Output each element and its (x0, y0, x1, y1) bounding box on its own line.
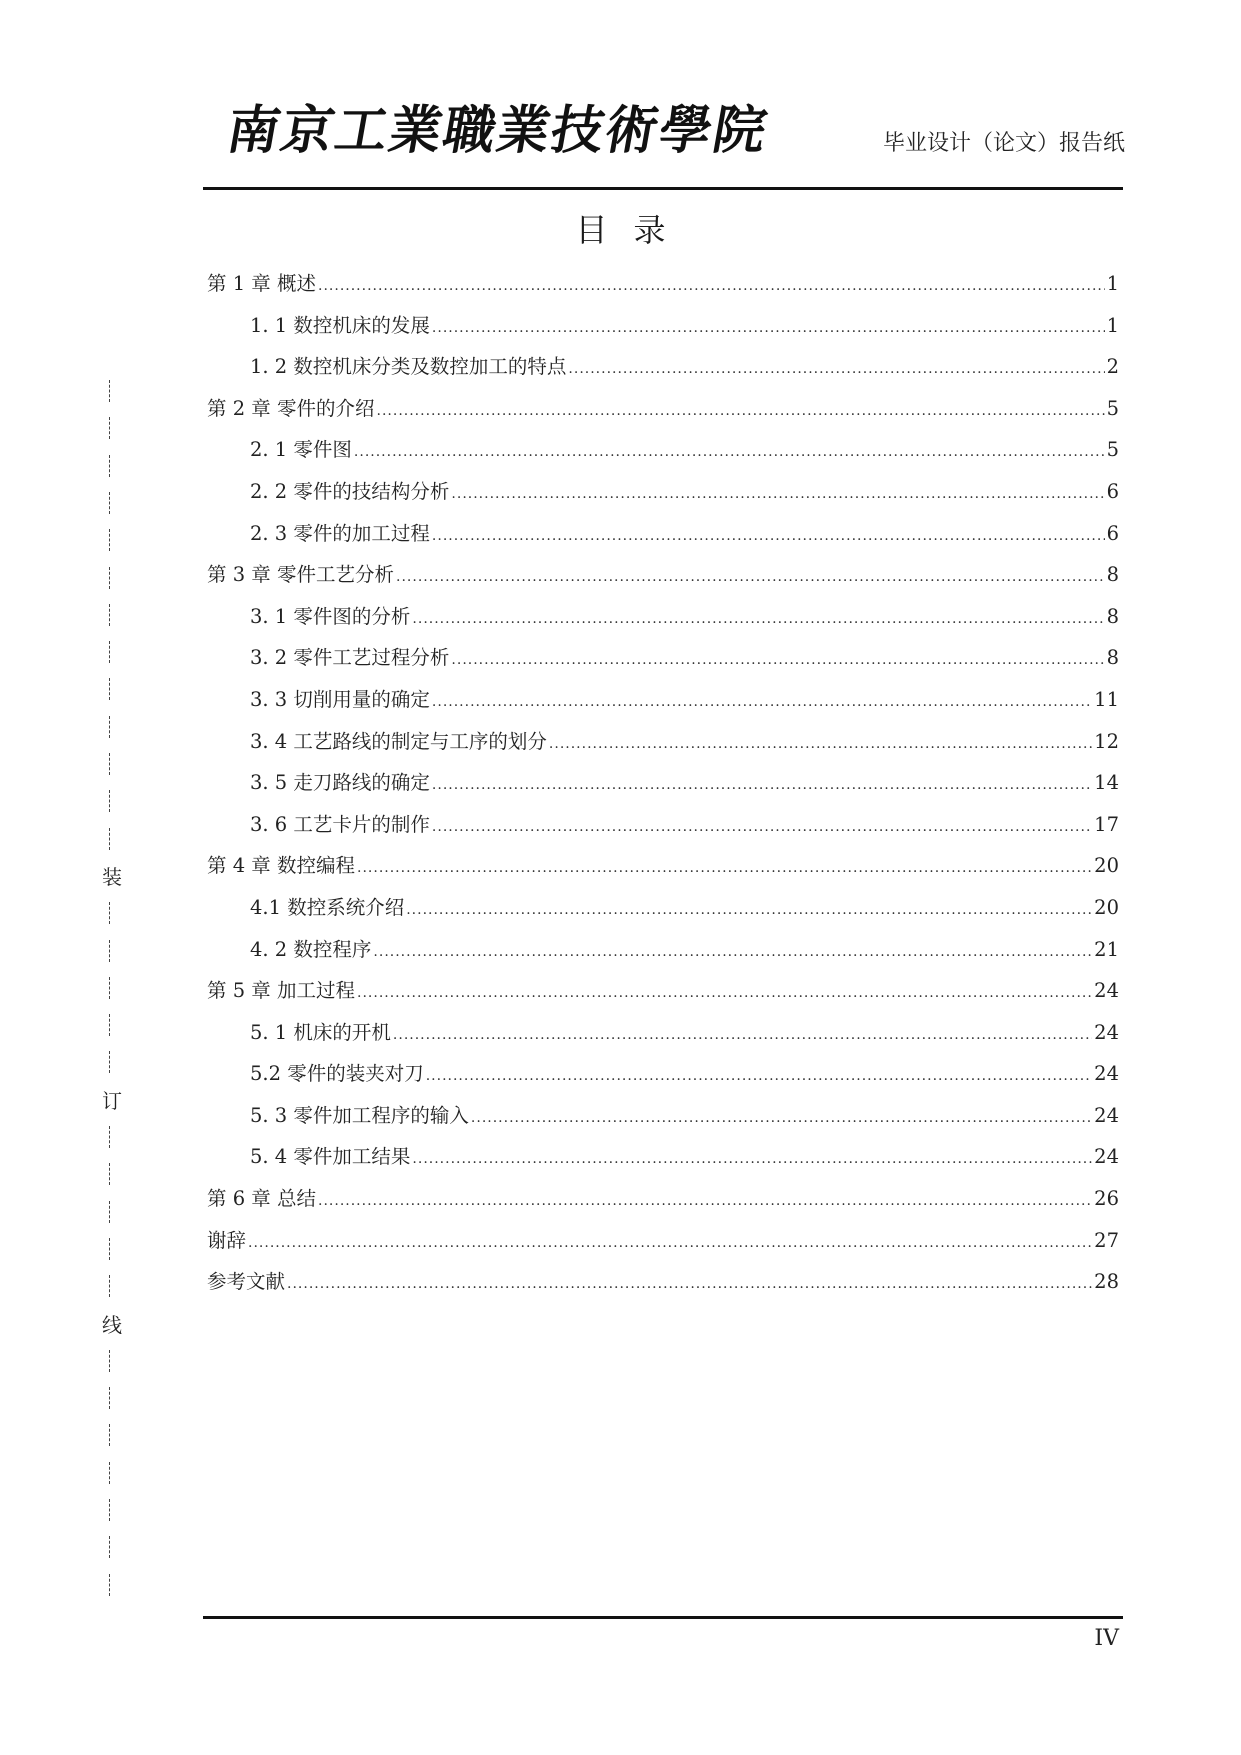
toc-leader-dots (432, 320, 1105, 336)
toc-entry-label: 谢辞 (207, 1228, 247, 1252)
toc-leader-dots (357, 860, 1092, 876)
toc-leader-dots (318, 278, 1105, 294)
toc-entry[interactable] (207, 310, 1119, 352)
toc-entry-page: 27 (1094, 1228, 1119, 1252)
toc-entry[interactable] (207, 1183, 1119, 1225)
toc-entry-page: 20 (1094, 895, 1119, 919)
toc-entry[interactable] (207, 1141, 1119, 1183)
toc-entry-page: 28 (1094, 1270, 1119, 1294)
toc-entry-page: 17 (1094, 812, 1119, 836)
toc-entry-label: 2. 3 零件的加工过程 (250, 521, 430, 545)
toc-entry-label: 3. 4 工艺路线的制定与工序的划分 (250, 729, 547, 753)
toc-entry-label: 4. 2 数控程序 (250, 937, 372, 961)
toc-entry[interactable] (207, 975, 1119, 1017)
toc-entry[interactable] (207, 434, 1119, 476)
toc-entry[interactable] (207, 850, 1119, 892)
binding-dash (109, 1238, 110, 1260)
table-of-contents (207, 268, 1119, 1308)
header-rule (203, 187, 1123, 190)
toc-leader-dots (393, 1027, 1092, 1043)
toc-entry-page: 20 (1094, 854, 1119, 878)
toc-entry-label: 参考文献 (207, 1270, 286, 1294)
binding-mark: 装 (102, 864, 122, 889)
toc-leader-dots (451, 652, 1104, 668)
toc-entry-page: 2 (1106, 355, 1119, 379)
toc-leader-dots (432, 694, 1092, 710)
binding-dash (109, 1462, 110, 1484)
toc-entry-page: 6 (1106, 479, 1119, 503)
binding-dash (109, 1163, 110, 1185)
toc-entry-page: 5 (1106, 396, 1119, 420)
binding-dash (109, 641, 110, 663)
binding-dash (109, 678, 110, 700)
toc-entry-label: 3. 3 切削用量的确定 (250, 687, 430, 711)
toc-leader-dots (432, 528, 1105, 544)
toc-entry[interactable] (207, 1225, 1119, 1267)
binding-dash (109, 1014, 110, 1036)
footer-rule (203, 1616, 1123, 1619)
binding-dash (109, 716, 110, 738)
toc-entry[interactable] (207, 559, 1119, 601)
binding-dash (109, 1051, 110, 1073)
toc-entry-page: 21 (1094, 937, 1119, 961)
binding-dash (109, 492, 110, 514)
toc-leader-dots (354, 444, 1105, 460)
binding-dash (109, 455, 110, 477)
toc-leader-dots (426, 1068, 1092, 1084)
toc-entry-page: 24 (1094, 1145, 1119, 1169)
toc-leader-dots (549, 736, 1092, 752)
report-paper-subtitle: 毕业设计（论文）报告纸 (882, 131, 1125, 156)
toc-entry-page: 5 (1106, 438, 1119, 462)
toc-entry-label: 3. 6 工艺卡片的制作 (250, 812, 430, 836)
toc-entry-label: 2. 1 零件图 (250, 438, 352, 462)
binding-dash (109, 902, 110, 924)
toc-entry-page: 1 (1106, 313, 1119, 337)
binding-dash (109, 1574, 110, 1596)
toc-leader-dots (248, 1235, 1092, 1251)
toc-title: 目录 (575, 211, 692, 249)
toc-entry-label: 1. 1 数控机床的发展 (250, 313, 430, 337)
toc-leader-dots (406, 902, 1092, 918)
binding-mark: 线 (102, 1312, 122, 1337)
toc-entry[interactable] (207, 1266, 1119, 1308)
toc-entry[interactable] (207, 767, 1119, 809)
toc-entry-page: 8 (1106, 563, 1119, 587)
toc-entry-page: 24 (1094, 979, 1119, 1003)
toc-leader-dots (432, 777, 1092, 793)
binding-dash (109, 1424, 110, 1446)
toc-leader-dots (412, 1151, 1092, 1167)
toc-entry-page: 26 (1094, 1187, 1119, 1211)
toc-entry[interactable] (207, 518, 1119, 560)
toc-entry-label: 第 5 章 加工过程 (207, 979, 356, 1003)
toc-entry-label: 第 1 章 概述 (207, 272, 317, 295)
toc-leader-dots (451, 486, 1104, 502)
binding-dash (109, 940, 110, 962)
binding-dash (109, 380, 110, 402)
binding-dash (109, 977, 110, 999)
toc-entry[interactable] (207, 393, 1119, 435)
toc-entry-label: 第 4 章 数控编程 (207, 854, 356, 878)
toc-entry-label: 4.1 数控系统介绍 (250, 895, 405, 919)
toc-entry-label: 5. 4 零件加工结果 (250, 1145, 411, 1169)
binding-dash (109, 1536, 110, 1558)
toc-entry-label: 5. 1 机床的开机 (250, 1020, 391, 1044)
toc-entry[interactable] (207, 892, 1119, 934)
toc-leader-dots (287, 1276, 1092, 1292)
toc-entry[interactable] (207, 1017, 1119, 1059)
binding-dash (109, 1387, 110, 1409)
binding-dash (109, 1350, 110, 1372)
toc-entry-page: 8 (1106, 646, 1119, 670)
toc-entry-label: 3. 2 零件工艺过程分析 (250, 646, 450, 670)
binding-dash (109, 1126, 110, 1148)
toc-entry-label: 3. 1 零件图的分析 (250, 604, 411, 628)
school-logo-text: 南京工業職業技術學院 (222, 100, 774, 161)
toc-entry-page: 24 (1094, 1103, 1119, 1127)
page-number: IV (1094, 1626, 1119, 1651)
toc-leader-dots (377, 403, 1105, 419)
toc-leader-dots (318, 1193, 1092, 1209)
toc-entry[interactable] (207, 1058, 1119, 1100)
binding-dash (109, 417, 110, 439)
toc-leader-dots (568, 361, 1104, 377)
toc-entry[interactable] (207, 809, 1119, 851)
toc-entry-page: 6 (1106, 521, 1119, 545)
binding-mark: 订 (102, 1088, 122, 1113)
toc-entry-label: 5. 3 零件加工程序的输入 (250, 1103, 469, 1127)
toc-entry[interactable] (207, 268, 1119, 310)
toc-entry[interactable] (207, 684, 1119, 726)
toc-entry-label: 第 3 章 零件工艺分析 (207, 563, 395, 587)
binding-dash (109, 529, 110, 551)
binding-dash (109, 753, 110, 775)
toc-entry[interactable] (207, 726, 1119, 768)
binding-dash (109, 828, 110, 850)
toc-entry[interactable] (207, 1100, 1119, 1142)
toc-leader-dots (471, 1110, 1092, 1126)
binding-dash (109, 790, 110, 812)
binding-dash (109, 1275, 110, 1297)
toc-leader-dots (412, 611, 1104, 627)
binding-dash (109, 1499, 110, 1521)
toc-entry[interactable] (207, 351, 1119, 393)
toc-entry-page: 1 (1106, 272, 1119, 295)
toc-entry-page: 12 (1094, 729, 1119, 753)
toc-entry-label: 第 2 章 零件的介绍 (207, 396, 375, 420)
binding-dash (109, 567, 110, 589)
toc-leader-dots (432, 819, 1092, 835)
toc-entry-label: 第 6 章 总结 (207, 1187, 317, 1211)
toc-entry-page: 24 (1094, 1020, 1119, 1044)
toc-entry[interactable] (207, 642, 1119, 684)
toc-entry-label: 3. 5 走刀路线的确定 (250, 771, 430, 795)
toc-entry-label: 2. 2 零件的技结构分析 (250, 479, 450, 503)
toc-entry[interactable] (207, 476, 1119, 518)
toc-leader-dots (357, 985, 1092, 1001)
toc-entry-page: 8 (1106, 604, 1119, 628)
toc-leader-dots (396, 569, 1105, 585)
binding-dash (109, 604, 110, 626)
toc-entry-page: 11 (1094, 687, 1119, 711)
toc-leader-dots (373, 944, 1092, 960)
toc-entry-label: 5.2 零件的装夹对刀 (250, 1062, 424, 1086)
toc-entry-page: 14 (1094, 771, 1119, 795)
toc-entry[interactable] (207, 934, 1119, 976)
toc-entry-label: 1. 2 数控机床分类及数控加工的特点 (250, 355, 567, 379)
toc-entry-page: 24 (1094, 1062, 1119, 1086)
toc-entry[interactable] (207, 601, 1119, 643)
binding-dash (109, 1201, 110, 1223)
binding-line (92, 380, 132, 1740)
